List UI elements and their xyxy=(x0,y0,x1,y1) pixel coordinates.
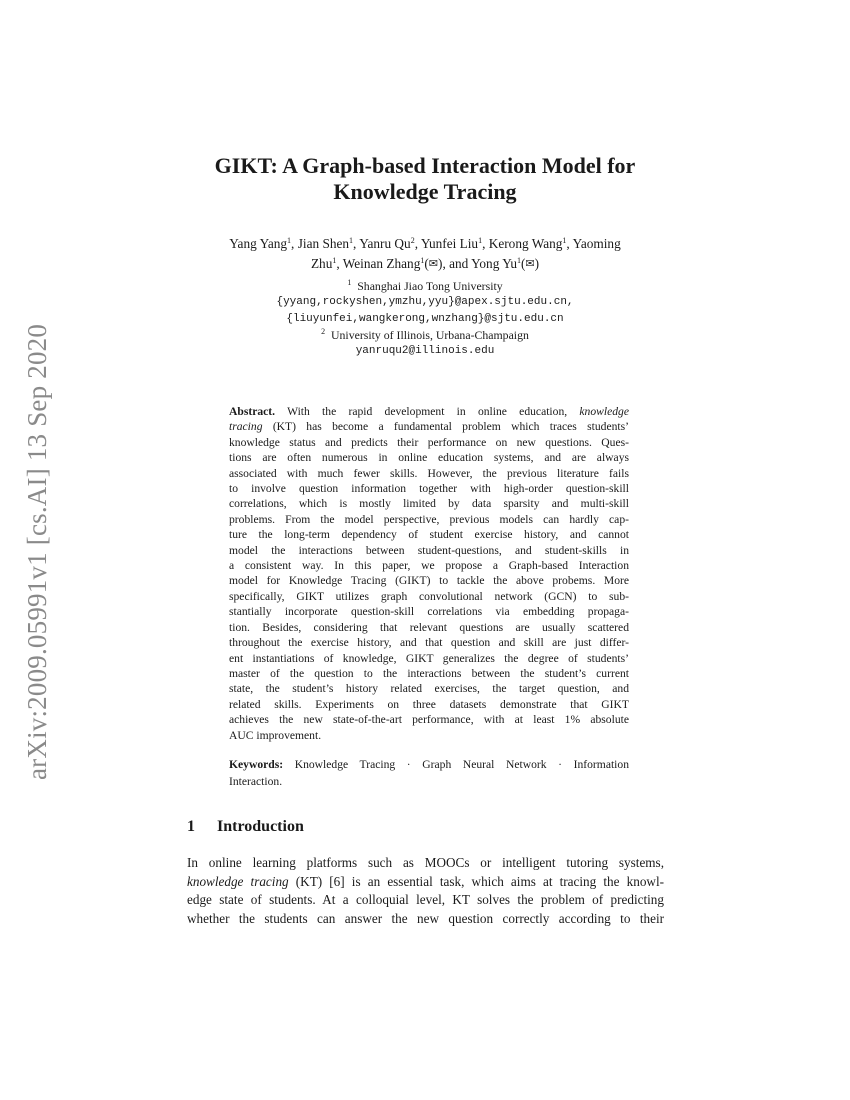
text-segment: Knowledge Tracing · Graph Neural Network · Information xyxy=(283,758,629,771)
affiliation-mark: 1 xyxy=(516,256,521,265)
text-line xyxy=(229,773,629,790)
text-segment: (KT) has become a fundamental problem which traces students’ xyxy=(262,420,629,434)
email: yanruqu2@illinois.edu xyxy=(355,345,495,358)
section-number: 1 xyxy=(187,818,195,835)
affiliation-mark: 2 xyxy=(321,326,326,336)
body-paragraph xyxy=(187,854,664,928)
institution: Shanghai Jiao Tong University xyxy=(357,279,503,293)
text-segment: AUC improvement. xyxy=(229,728,322,742)
text-segment: throughout the exercise history, and that question and skill are just differ- xyxy=(229,636,629,650)
text-line xyxy=(229,635,629,650)
text-line xyxy=(229,573,629,588)
text-line xyxy=(229,496,629,511)
text-segment: tion. Besides, considering that relevant questions are usually scattered xyxy=(229,620,629,634)
arxiv-identifier: arXiv:2009.05991v1 [cs.AI] 13 Sep 2020 xyxy=(22,323,52,780)
author: Kerong Wang xyxy=(488,236,563,251)
emphasis: tracing xyxy=(229,420,263,434)
affiliation-mark: 1 xyxy=(349,236,354,245)
envelope-icon: ✉ xyxy=(525,258,535,270)
text-line xyxy=(229,466,629,481)
text-segment: ent instantiations of knowledge, GIKT generalizes the degree of students’ xyxy=(229,651,629,665)
text-segment: problems. From the model perspective, previous models can hardly cap- xyxy=(229,512,629,526)
text-line xyxy=(229,681,629,696)
affiliation-mark: 1 xyxy=(420,256,425,265)
text-line xyxy=(229,543,629,558)
text-segment: specifically, GIKT utilizes graph convolutional network (GCN) to sub- xyxy=(229,589,629,603)
text-segment: tions are often numerous in online education systems, and are always xyxy=(229,451,629,465)
author: Yang Yang xyxy=(229,236,288,251)
and-text: and xyxy=(449,256,469,271)
email: {yyang,rockyshen,ymzhu,yyu}@apex.sjtu.edu.cn, xyxy=(276,296,574,309)
text-segment: Interaction. xyxy=(229,775,283,788)
text-segment: correlations, which is mostly limited by data sparsity and multi-skill xyxy=(229,497,629,511)
affiliation-mark: 1 xyxy=(287,236,292,245)
author-list: Yang Yang$^1$, Jian Shen$^1$, Yanru Qu$^2$, Yunfei Liu$^1$, Kerong Wang$^1$, Yaoming Zhu$^1$, Weinan Zhang$^1$(✉), and Yong Yu$^1$(✉) xyxy=(0,234,850,275)
envelope-icon: ✉ xyxy=(428,258,439,270)
paper-title xyxy=(0,153,850,205)
text-line xyxy=(229,404,629,419)
text-line xyxy=(229,604,629,619)
text-segment: edge state of students. At a colloquial level, KT solves the problem of predicting xyxy=(187,892,664,908)
email: {liuyunfei,wangkerong,wnzhang}@sjtu.edu.cn xyxy=(286,312,564,325)
text-segment: to involve question information together with high-order question-skill xyxy=(229,482,629,496)
text-line xyxy=(187,873,664,892)
label-bold: Keywords: xyxy=(229,758,284,771)
emphasis: knowledge xyxy=(579,405,629,418)
section-title: Introduction xyxy=(217,818,304,835)
text-line xyxy=(187,910,664,929)
text-segment: master of the question to the interactions between the student’s current xyxy=(229,666,629,680)
text-segment: With the rapid development in online education, xyxy=(275,405,580,418)
text-segment: model the interactions between student-questions, and student-skills in xyxy=(229,543,629,557)
text-segment: (KT) [6] is an essential task, which aims at tracing the knowl- xyxy=(288,873,664,889)
institution: University of Illinois, Urbana-Champaign xyxy=(331,327,529,342)
text-segment: related skills. Experiments on three datasets demonstrate that GIKT xyxy=(229,697,629,711)
text-line xyxy=(229,728,629,743)
text-segment: a consistent way. In this paper, we propose a Graph-based Interaction xyxy=(229,559,629,573)
text-line xyxy=(229,558,629,573)
emphasis: knowledge tracing xyxy=(187,873,289,889)
text-segment: stantially incorporate question-skill correlations via embedding propaga- xyxy=(229,605,629,619)
text-line xyxy=(229,419,629,434)
text-segment: whether the students can answer the new question correctly according to their xyxy=(187,910,664,926)
text-segment: model for Knowledge Tracing (GIKT) to tackle the above probems. More xyxy=(229,574,629,588)
keywords xyxy=(229,756,629,790)
text-segment: state, the student’s history related exercises, the target question, and xyxy=(229,682,629,696)
text-line xyxy=(229,527,629,542)
affiliation-mark: 1 xyxy=(562,236,567,245)
text-segment: associated with much fewer skills. However, the previous literature fails xyxy=(229,466,629,480)
affiliation-mark: 1 xyxy=(347,278,352,287)
label-bold: Abstract. xyxy=(229,405,276,418)
text-segment: In online learning platforms such as MOOCs or intelligent tutoring systems, xyxy=(187,855,664,870)
text-line xyxy=(229,697,629,712)
text-segment: ture the long-term dependency of student exercise history, and cannot xyxy=(229,528,629,542)
text-segment: achieves the new state-of-the-art performance, with at least 1% absolute xyxy=(229,713,629,727)
author: Yong Yu xyxy=(471,256,517,271)
text-line xyxy=(187,854,664,873)
title-line: Knowledge Tracing xyxy=(333,179,517,204)
text-line xyxy=(229,481,629,496)
affiliation-mark: 1 xyxy=(332,256,337,265)
text-line xyxy=(229,435,629,450)
text-segment: knowledge status and predicts their performance on new questions. Ques- xyxy=(229,435,629,449)
title-line: GIKT: A Graph-based Interaction Model for xyxy=(214,153,636,178)
abstract xyxy=(229,404,629,743)
affiliations xyxy=(0,278,850,359)
author-continued: Zhu xyxy=(310,256,333,271)
text-line xyxy=(187,891,664,910)
affiliation-mark: 2 xyxy=(410,236,415,245)
section-heading xyxy=(187,818,304,836)
text-line xyxy=(229,666,629,681)
text-line xyxy=(229,620,629,635)
author: Jian Shen xyxy=(297,236,350,251)
text-line xyxy=(229,712,629,727)
affiliation-mark: 1 xyxy=(478,236,483,245)
text-line xyxy=(229,512,629,527)
text-line xyxy=(229,589,629,604)
text-line xyxy=(229,756,629,773)
text-line xyxy=(229,450,629,465)
author: Yunfei Liu xyxy=(420,236,479,251)
author: Weinan Zhang xyxy=(342,256,421,271)
author: Yanru Qu xyxy=(359,236,411,251)
author: Yaoming xyxy=(572,236,621,251)
text-line xyxy=(229,651,629,666)
